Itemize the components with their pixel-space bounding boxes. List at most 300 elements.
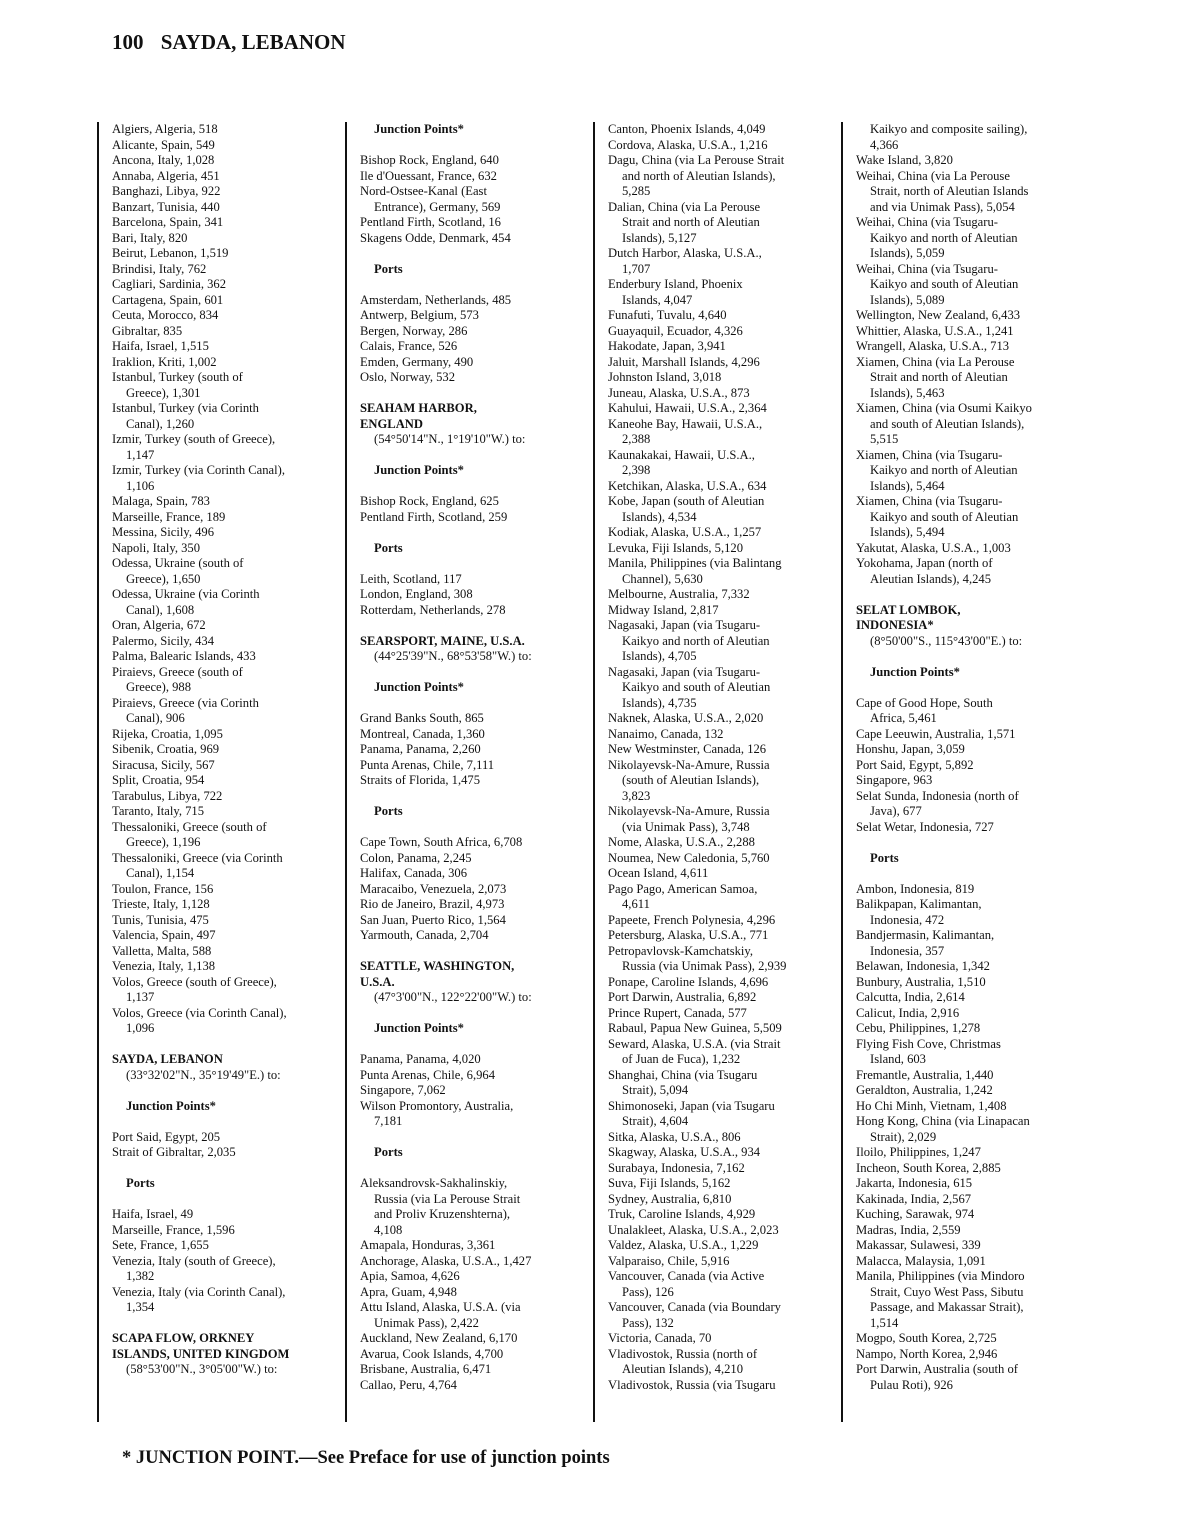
entry: Yakutat, Alaska, U.S.A., 1,003 bbox=[856, 540, 1011, 555]
entry: Sete, France, 1,655 bbox=[112, 1238, 209, 1252]
entry: Geraldton, Australia, 1,242 bbox=[856, 1083, 993, 1097]
spacer bbox=[360, 820, 556, 836]
subheading: Ports bbox=[374, 1145, 403, 1159]
column-1 bbox=[97, 122, 308, 1422]
spacer bbox=[360, 138, 556, 154]
entry: Ile d'Ouessant, France, 632 bbox=[360, 168, 497, 183]
entry: Piraievs, Greece (via Corinth bbox=[112, 695, 259, 710]
entry: Kahului, Hawaii, U.S.A., 2,364 bbox=[608, 401, 767, 415]
entry: Honshu, Japan, 3,059 bbox=[856, 742, 965, 756]
entry: Leith, Scotland, 117 bbox=[360, 571, 462, 586]
coordinates: Entrance), Germany, 569 bbox=[374, 199, 501, 214]
entry: Bishop Rock, England, 625 bbox=[360, 494, 499, 508]
entry: Sibenik, Croatia, 969 bbox=[112, 742, 220, 756]
entry: Truk, Caroline Islands, 4,929 bbox=[608, 1207, 756, 1221]
entry: Rotterdam, Netherlands, 278 bbox=[360, 602, 506, 617]
column-2 bbox=[345, 122, 556, 1422]
entry-continuation: Greece), 1,196 bbox=[126, 835, 201, 849]
entry: Istanbul, Turkey (south of bbox=[112, 370, 243, 384]
entry: Marseille, France, 189 bbox=[112, 509, 226, 524]
entry: Xiamen, China (via La Perouse bbox=[856, 354, 1015, 369]
entry: Montreal, Canada, 1,360 bbox=[360, 726, 485, 741]
entry: Valdez, Alaska, U.S.A., 1,229 bbox=[608, 1238, 759, 1252]
entry-continuation: Canal), 1,154 bbox=[126, 866, 195, 880]
entry: Suva, Fiji Islands, 5,162 bbox=[608, 1176, 731, 1190]
entry: Juneau, Alaska, U.S.A., 873 bbox=[608, 385, 750, 400]
entry-continuation: 1,382 bbox=[126, 1269, 155, 1283]
entry-continuation: Aleutian Islands), 4,210 bbox=[622, 1362, 744, 1376]
entry: Calcutta, India, 2,614 bbox=[856, 990, 965, 1004]
entry: Haifa, Israel, 49 bbox=[112, 1207, 194, 1221]
entry: Callao, Peru, 4,764 bbox=[360, 1377, 457, 1392]
entry: Pago Pago, American Samoa, bbox=[608, 881, 758, 896]
entry: Wrangell, Alaska, U.S.A., 713 bbox=[856, 339, 1010, 353]
entry: Venezia, Italy (via Corinth Canal), bbox=[112, 1284, 286, 1299]
entry-continuation: Russia (via La Perouse Strait bbox=[374, 1191, 521, 1206]
entry: Weihai, China (via Tsugaru- bbox=[856, 215, 998, 229]
entry-continuation: and south of Aleutian Islands), bbox=[870, 416, 1025, 431]
entry-continuation: Strait and north of Aleutian bbox=[622, 215, 760, 229]
entry: Enderbury Island, Phoenix bbox=[608, 277, 743, 291]
entry: Punta Arenas, Chile, 6,964 bbox=[360, 1067, 496, 1082]
spacer bbox=[360, 665, 556, 681]
entry: Singapore, 963 bbox=[856, 773, 933, 787]
entry: Prince Rupert, Canada, 577 bbox=[608, 1005, 747, 1020]
entry: Valletta, Malta, 588 bbox=[112, 943, 212, 958]
subheading: Junction Points* bbox=[374, 463, 464, 477]
entry-continuation: Strait and north of Aleutian bbox=[870, 370, 1008, 384]
entry-continuation: Kaikyo and north of Aleutian bbox=[870, 230, 1018, 245]
entry-continuation: 1,106 bbox=[126, 478, 155, 493]
entry: Wake Island, 3,820 bbox=[856, 153, 953, 167]
entry: Alicante, Spain, 549 bbox=[112, 137, 215, 152]
coordinates: (33°32'02"N., 35°19'49"E.) to: bbox=[126, 1067, 281, 1082]
spacer bbox=[112, 1161, 308, 1177]
entry-continuation: Canal), 1,608 bbox=[126, 602, 195, 617]
entry: Malaga, Spain, 783 bbox=[112, 494, 210, 508]
entry-continuation: Kaikyo and north of Aleutian bbox=[870, 463, 1018, 477]
entry: Cebu, Philippines, 1,278 bbox=[856, 1021, 981, 1035]
spacer bbox=[856, 835, 1052, 851]
entry: Messina, Sicily, 496 bbox=[112, 525, 215, 539]
entry-continuation: Indonesia, 472 bbox=[870, 912, 945, 927]
spacer bbox=[360, 618, 556, 634]
entry: Yarmouth, Canada, 2,704 bbox=[360, 928, 489, 942]
section-heading: U.S.A. bbox=[360, 974, 395, 989]
entry-continuation: Island, 603 bbox=[870, 1052, 926, 1066]
entry-continuation: Strait), 2,029 bbox=[870, 1129, 937, 1144]
page-title: SAYDA, LEBANON bbox=[160, 30, 346, 54]
entry: Bunbury, Australia, 1,510 bbox=[856, 974, 986, 989]
entry: Iloilo, Philippines, 1,247 bbox=[856, 1145, 981, 1159]
entry: Vancouver, Canada (via Boundary bbox=[608, 1300, 781, 1314]
spacer bbox=[360, 277, 556, 293]
entry: Cordova, Alaska, U.S.A., 1,216 bbox=[608, 137, 768, 152]
subheading: Junction Points* bbox=[126, 1098, 216, 1113]
entry: Guayaquil, Ecuador, 4,326 bbox=[608, 323, 743, 338]
entry: Algiers, Algeria, 518 bbox=[112, 122, 218, 136]
subheading: Ports bbox=[374, 804, 403, 818]
entry: Rijeka, Croatia, 1,095 bbox=[112, 726, 223, 741]
spacer bbox=[112, 1037, 308, 1053]
entry: Izmir, Turkey (via Corinth Canal), bbox=[112, 463, 285, 477]
entry: Jaluit, Marshall Islands, 4,296 bbox=[608, 354, 760, 369]
entry-continuation: Greece), 1,650 bbox=[126, 571, 201, 586]
entry-continuation: Islands), 5,463 bbox=[870, 385, 945, 400]
entry-continuation: 1,707 bbox=[622, 261, 651, 276]
entry-continuation: 5,285 bbox=[622, 184, 651, 198]
entry: Pentland Firth, Scotland, 259 bbox=[360, 509, 508, 524]
subheading: Ports bbox=[870, 850, 899, 865]
entry: Petropavlovsk-Kamchatskiy, bbox=[608, 943, 754, 958]
entry: Maracaibo, Venezuela, 2,073 bbox=[360, 881, 507, 896]
entry: Funafuti, Tuvalu, 4,640 bbox=[608, 308, 727, 322]
entry: Panama, Panama, 4,020 bbox=[360, 1052, 481, 1066]
entry: Manila, Philippines (via Mindoro bbox=[856, 1269, 1025, 1283]
entry-continuation: Java), 677 bbox=[870, 804, 922, 818]
entry-continuation: 4,366 bbox=[870, 137, 899, 152]
entry: Kakinada, India, 2,567 bbox=[856, 1191, 972, 1206]
entry: Strait of Gibraltar, 2,035 bbox=[112, 1145, 236, 1159]
entry: Hakodate, Japan, 3,941 bbox=[608, 339, 726, 353]
subheading: Ports bbox=[374, 540, 403, 555]
entry-continuation: and Proliv Kruzenshterna), bbox=[374, 1207, 511, 1221]
entry: Vladivostok, Russia (via Tsugaru bbox=[608, 1377, 776, 1392]
column-4 bbox=[841, 122, 1052, 1422]
entry: Calicut, India, 2,916 bbox=[856, 1005, 960, 1020]
entry: Cagliari, Sardinia, 362 bbox=[112, 277, 227, 291]
entry: Cape of Good Hope, South bbox=[856, 695, 993, 710]
entry: Pentland Firth, Scotland, 16 bbox=[360, 215, 501, 229]
entry: Belawan, Indonesia, 1,342 bbox=[856, 959, 990, 973]
entry: Sydney, Australia, 6,810 bbox=[608, 1191, 732, 1206]
entry-continuation: 1,354 bbox=[126, 1300, 155, 1314]
section-heading: SEAHAM HARBOR, bbox=[360, 401, 477, 415]
section-heading: ENGLAND bbox=[360, 416, 423, 431]
entry: Bandjermasin, Kalimantan, bbox=[856, 928, 995, 942]
entry: Wellington, New Zealand, 6,433 bbox=[856, 308, 1021, 322]
entry: Cartagena, Spain, 601 bbox=[112, 292, 224, 307]
coordinates: (8°50'00"S., 115°43'00"E.) to: bbox=[870, 633, 1023, 648]
entry: Xiamen, China (via Tsugaru- bbox=[856, 494, 1003, 508]
entry-continuation: Aleutian Islands), 4,245 bbox=[870, 571, 992, 586]
entry-continuation: Channel), 5,630 bbox=[622, 571, 703, 586]
entry: Ancona, Italy, 1,028 bbox=[112, 153, 215, 167]
entry: Madras, India, 2,559 bbox=[856, 1222, 961, 1237]
entry-continuation: Canal), 906 bbox=[126, 711, 185, 725]
entry: Incheon, South Korea, 2,885 bbox=[856, 1160, 1001, 1175]
section-heading: SEATTLE, WASHINGTON, bbox=[360, 959, 515, 973]
entry-continuation: 2,398 bbox=[622, 463, 651, 477]
entry: Auckland, New Zealand, 6,170 bbox=[360, 1331, 518, 1345]
entry: Iraklion, Kriti, 1,002 bbox=[112, 354, 217, 369]
entry: Manila, Philippines (via Balintang bbox=[608, 556, 782, 570]
entry: Colon, Panama, 2,245 bbox=[360, 850, 472, 865]
entry: Jakarta, Indonesia, 615 bbox=[856, 1176, 973, 1190]
entry: Noumea, New Caledonia, 5,760 bbox=[608, 850, 770, 865]
entry: Nagasaki, Japan (via Tsugaru- bbox=[608, 664, 761, 679]
entry: Rabaul, Papua New Guinea, 5,509 bbox=[608, 1021, 782, 1035]
subheading: Junction Points* bbox=[374, 1021, 464, 1035]
entry-continuation: Indonesia, 357 bbox=[870, 943, 945, 958]
entry: Amsterdam, Netherlands, 485 bbox=[360, 292, 512, 307]
spacer bbox=[856, 587, 1052, 603]
entry-continuation: (via Unimak Pass), 3,748 bbox=[622, 819, 750, 834]
entry: Barcelona, Spain, 341 bbox=[112, 215, 224, 229]
entry: Marseille, France, 1,596 bbox=[112, 1222, 235, 1237]
entry-continuation: Kaikyo and south of Aleutian bbox=[622, 680, 771, 694]
entry: Valparaiso, Chile, 5,916 bbox=[608, 1253, 730, 1268]
entry: Port Said, Egypt, 5,892 bbox=[856, 757, 974, 772]
entry: Siracusa, Sicily, 567 bbox=[112, 757, 215, 772]
entry: Piraievs, Greece (south of bbox=[112, 664, 243, 679]
spacer bbox=[360, 525, 556, 541]
entry-continuation: Islands), 5,059 bbox=[870, 246, 945, 260]
entry: Thessaloniki, Greece (via Corinth bbox=[112, 850, 283, 865]
entry: Banghazi, Libya, 922 bbox=[112, 184, 221, 198]
entry-continuation: Kaikyo and south of Aleutian bbox=[870, 509, 1019, 524]
spacer bbox=[360, 789, 556, 805]
entry: Volos, Greece (via Corinth Canal), bbox=[112, 1005, 287, 1020]
entry: Cape Leeuwin, Australia, 1,571 bbox=[856, 726, 1016, 741]
entry-continuation: Pass), 126 bbox=[622, 1284, 674, 1299]
spacer bbox=[112, 1192, 308, 1208]
entry: Taranto, Italy, 715 bbox=[112, 804, 205, 818]
entry: Ocean Island, 4,611 bbox=[608, 866, 709, 880]
entry-continuation: (south of Aleutian Islands), bbox=[622, 773, 760, 787]
entry: Ketchikan, Alaska, U.S.A., 634 bbox=[608, 478, 767, 493]
entry: Port Darwin, Australia (south of bbox=[856, 1362, 1018, 1376]
entry: Flying Fish Cove, Christmas bbox=[856, 1036, 1001, 1051]
entry: Bergen, Norway, 286 bbox=[360, 323, 468, 338]
entry-continuation: and north of Aleutian Islands), bbox=[622, 168, 776, 183]
coordinates: (54°50'14"N., 1°19'10"W.) to: bbox=[374, 432, 526, 446]
entry: Emden, Germany, 490 bbox=[360, 354, 474, 369]
entry: Whittier, Alaska, U.S.A., 1,241 bbox=[856, 323, 1014, 338]
entry: Ho Chi Minh, Vietnam, 1,408 bbox=[856, 1098, 1007, 1113]
subheading: Junction Points* bbox=[374, 680, 464, 694]
coordinates: (58°53'00"N., 3°05'00"W.) to: bbox=[126, 1362, 278, 1376]
entry: Kodiak, Alaska, U.S.A., 1,257 bbox=[608, 525, 762, 539]
entry: Johnston Island, 3,018 bbox=[608, 370, 722, 384]
entry-continuation: 4,611 bbox=[622, 897, 650, 911]
entry: Mogpo, South Korea, 2,725 bbox=[856, 1331, 997, 1345]
entry-continuation: 1,137 bbox=[126, 990, 155, 1004]
entry: Port Said, Egypt, 205 bbox=[112, 1129, 221, 1144]
entry: Napoli, Italy, 350 bbox=[112, 540, 201, 555]
entry-continuation: Strait, Cuyo West Pass, Sibutu bbox=[870, 1284, 1024, 1299]
column-3 bbox=[593, 122, 804, 1422]
entry: Unalakleet, Alaska, U.S.A., 2,023 bbox=[608, 1222, 779, 1237]
entry-continuation: Kaikyo and composite sailing), bbox=[870, 122, 1028, 136]
spacer bbox=[112, 1316, 308, 1332]
subheading: Junction Points* bbox=[374, 122, 464, 136]
spacer bbox=[360, 1037, 556, 1053]
entry: Vladivostok, Russia (north of bbox=[608, 1346, 758, 1361]
entry-continuation: Russia (via Unimak Pass), 2,939 bbox=[622, 959, 787, 973]
spacer bbox=[112, 1083, 308, 1099]
entry-continuation: Africa, 5,461 bbox=[870, 711, 937, 725]
entry: Xiamen, China (via Osumi Kaikyo bbox=[856, 401, 1032, 415]
entry: Beirut, Lebanon, 1,519 bbox=[112, 246, 229, 260]
entry: Palermo, Sicily, 434 bbox=[112, 633, 215, 648]
entry: Aleksandrovsk-Sakhalinskiy, bbox=[360, 1176, 508, 1190]
section-heading: INDONESIA* bbox=[856, 618, 934, 632]
entry: Istanbul, Turkey (via Corinth bbox=[112, 401, 259, 415]
entry: Kaneohe Bay, Hawaii, U.S.A., bbox=[608, 416, 763, 431]
section-heading: SELAT LOMBOK, bbox=[856, 602, 961, 617]
entry: Levuka, Fiji Islands, 5,120 bbox=[608, 540, 744, 555]
spacer bbox=[856, 649, 1052, 665]
entry-continuation: 1,096 bbox=[126, 1021, 155, 1035]
entry: Haifa, Israel, 1,515 bbox=[112, 339, 209, 353]
entry: Toulon, France, 156 bbox=[112, 881, 214, 896]
entry-continuation: Passage, and Makassar Strait), bbox=[870, 1300, 1024, 1314]
entry: Odessa, Ukraine (via Corinth bbox=[112, 587, 260, 601]
spacer bbox=[112, 1114, 308, 1130]
entry-continuation: 7,181 bbox=[374, 1114, 403, 1128]
entry: Yokohama, Japan (north of bbox=[856, 556, 993, 570]
entry: Skagens Odde, Denmark, 454 bbox=[360, 230, 511, 245]
entry: Balikpapan, Kalimantan, bbox=[856, 897, 982, 911]
entry: Ceuta, Morocco, 834 bbox=[112, 308, 219, 322]
entry-continuation: Islands), 5,089 bbox=[870, 292, 945, 307]
entry: Brisbane, Australia, 6,471 bbox=[360, 1362, 492, 1376]
entry: Apia, Samoa, 4,626 bbox=[360, 1269, 460, 1283]
entry: Antwerp, Belgium, 573 bbox=[360, 308, 479, 322]
entry: Nagasaki, Japan (via Tsugaru- bbox=[608, 618, 761, 632]
spacer bbox=[360, 448, 556, 464]
page-header bbox=[112, 30, 346, 55]
entry-continuation: and via Unimak Pass), 5,054 bbox=[870, 199, 1015, 214]
entry: Straits of Florida, 1,475 bbox=[360, 773, 480, 787]
entry: Weihai, China (via Tsugaru- bbox=[856, 261, 998, 276]
footer-note: * JUNCTION POINT.—See Preface for use of junction points bbox=[122, 1448, 610, 1468]
section-heading: ISLANDS, UNITED KINGDOM bbox=[112, 1346, 290, 1361]
entry: Volos, Greece (south of Greece), bbox=[112, 974, 277, 989]
entry-continuation: Strait), 5,094 bbox=[622, 1083, 689, 1097]
entry: Amapala, Honduras, 3,361 bbox=[360, 1238, 496, 1252]
entry: Seward, Alaska, U.S.A. (via Strait bbox=[608, 1036, 781, 1051]
entry-continuation: 5,515 bbox=[870, 432, 899, 446]
spacer bbox=[360, 556, 556, 572]
coordinates: (44°25'39"N., 68°53'58"W.) to: bbox=[374, 649, 532, 663]
entry: Gibraltar, 835 bbox=[112, 323, 183, 338]
entry: Nord-Ostsee-Kanal (East bbox=[360, 184, 487, 198]
entry: Ponape, Caroline Islands, 4,696 bbox=[608, 974, 769, 989]
entry: Victoria, Canada, 70 bbox=[608, 1331, 712, 1345]
entry: Surabaya, Indonesia, 7,162 bbox=[608, 1160, 745, 1175]
spacer bbox=[360, 246, 556, 262]
entry: Avarua, Cook Islands, 4,700 bbox=[360, 1346, 504, 1361]
entry: Shimonoseki, Japan (via Tsugaru bbox=[608, 1098, 775, 1113]
entry: Naknek, Alaska, U.S.A., 2,020 bbox=[608, 711, 764, 725]
spacer bbox=[360, 1006, 556, 1022]
entry: Dalian, China (via La Perouse bbox=[608, 199, 761, 214]
entry: Banzart, Tunisia, 440 bbox=[112, 199, 220, 214]
entry-continuation: 1,514 bbox=[870, 1315, 899, 1330]
entry: Grand Banks South, 865 bbox=[360, 711, 484, 725]
entry: Midway Island, 2,817 bbox=[608, 602, 719, 617]
entry: Palma, Balearic Islands, 433 bbox=[112, 649, 256, 663]
entry: Brindisi, Italy, 762 bbox=[112, 261, 207, 276]
entry: Nikolayevsk-Na-Amure, Russia bbox=[608, 804, 770, 818]
entry: Skagway, Alaska, U.S.A., 934 bbox=[608, 1145, 761, 1159]
entry-continuation: 1,147 bbox=[126, 447, 155, 462]
entry-continuation: Islands), 5,494 bbox=[870, 525, 945, 539]
subheading: Junction Points* bbox=[870, 664, 960, 679]
entry: Wilson Promontory, Australia, bbox=[360, 1098, 514, 1113]
spacer bbox=[360, 696, 556, 712]
subheading: Ports bbox=[126, 1176, 155, 1190]
entry: Oslo, Norway, 532 bbox=[360, 370, 456, 384]
entry-continuation: Islands), 5,464 bbox=[870, 478, 945, 493]
entry-continuation: Pass), 132 bbox=[622, 1315, 674, 1330]
entry: London, England, 308 bbox=[360, 587, 473, 601]
entry: Port Darwin, Australia, 6,892 bbox=[608, 990, 757, 1004]
entry: Kuching, Sarawak, 974 bbox=[856, 1207, 975, 1221]
entry: Nanaimo, Canada, 132 bbox=[608, 726, 724, 741]
entry-continuation: Pulau Roti), 926 bbox=[870, 1377, 953, 1392]
entry: Hong Kong, China (via Linapacan bbox=[856, 1114, 1030, 1128]
entry: Tarabulus, Libya, 722 bbox=[112, 788, 223, 803]
entry: Shanghai, China (via Tsugaru bbox=[608, 1067, 758, 1082]
entry: Dagu, China (via La Perouse Strait bbox=[608, 153, 785, 167]
entry-continuation: Kaikyo and north of Aleutian bbox=[622, 633, 770, 648]
entry: Xiamen, China (via Tsugaru- bbox=[856, 447, 1003, 462]
entry: Sitka, Alaska, U.S.A., 806 bbox=[608, 1129, 741, 1144]
entry: Valencia, Spain, 497 bbox=[112, 928, 216, 942]
entry: Papeete, French Polynesia, 4,296 bbox=[608, 912, 776, 927]
spacer bbox=[360, 479, 556, 495]
entry: Petersburg, Alaska, U.S.A., 771 bbox=[608, 928, 769, 942]
entry-continuation: Islands), 5,127 bbox=[622, 230, 697, 245]
entry: Dutch Harbor, Alaska, U.S.A., bbox=[608, 246, 762, 260]
entry-continuation: Islands), 4,534 bbox=[622, 509, 697, 524]
entry-continuation: Greece), 988 bbox=[126, 680, 192, 694]
entry-continuation: Islands, 4,047 bbox=[622, 292, 693, 307]
coordinates: (47°3'00"N., 122°22'00"W.) to: bbox=[374, 990, 532, 1004]
spacer bbox=[360, 386, 556, 402]
entry: Panama, Panama, 2,260 bbox=[360, 742, 481, 756]
entry: Nome, Alaska, U.S.A., 2,288 bbox=[608, 835, 755, 849]
section-heading: SAYDA, LEBANON bbox=[112, 1052, 223, 1066]
entry: Odessa, Ukraine (south of bbox=[112, 556, 244, 570]
entry: New Westminster, Canada, 126 bbox=[608, 742, 767, 756]
spacer bbox=[360, 1130, 556, 1146]
spacer bbox=[856, 680, 1052, 696]
entry: Bishop Rock, England, 640 bbox=[360, 153, 499, 167]
entry: Punta Arenas, Chile, 7,111 bbox=[360, 757, 495, 772]
entry: Annaba, Algeria, 451 bbox=[112, 168, 220, 183]
entry: Ambon, Indonesia, 819 bbox=[856, 881, 975, 896]
entry: Rio de Janeiro, Brazil, 4,973 bbox=[360, 897, 505, 911]
entry-continuation: Strait, north of Aleutian Islands bbox=[870, 184, 1029, 198]
entry-continuation: Canal), 1,260 bbox=[126, 416, 195, 431]
entry: Canton, Phoenix Islands, 4,049 bbox=[608, 122, 766, 136]
entry: Venezia, Italy (south of Greece), bbox=[112, 1253, 276, 1268]
entry: Kobe, Japan (south of Aleutian bbox=[608, 494, 765, 508]
entry-continuation: 4,108 bbox=[374, 1222, 403, 1237]
entry: Selat Sunda, Indonesia (north of bbox=[856, 788, 1019, 803]
entry: Weihai, China (via La Perouse bbox=[856, 168, 1010, 183]
spacer bbox=[360, 944, 556, 960]
entry: San Juan, Puerto Rico, 1,564 bbox=[360, 912, 506, 927]
entry: Anchorage, Alaska, U.S.A., 1,427 bbox=[360, 1253, 532, 1268]
spacer bbox=[360, 1161, 556, 1177]
entry-continuation: Greece), 1,301 bbox=[126, 385, 201, 400]
entry: Halifax, Canada, 306 bbox=[360, 866, 468, 880]
